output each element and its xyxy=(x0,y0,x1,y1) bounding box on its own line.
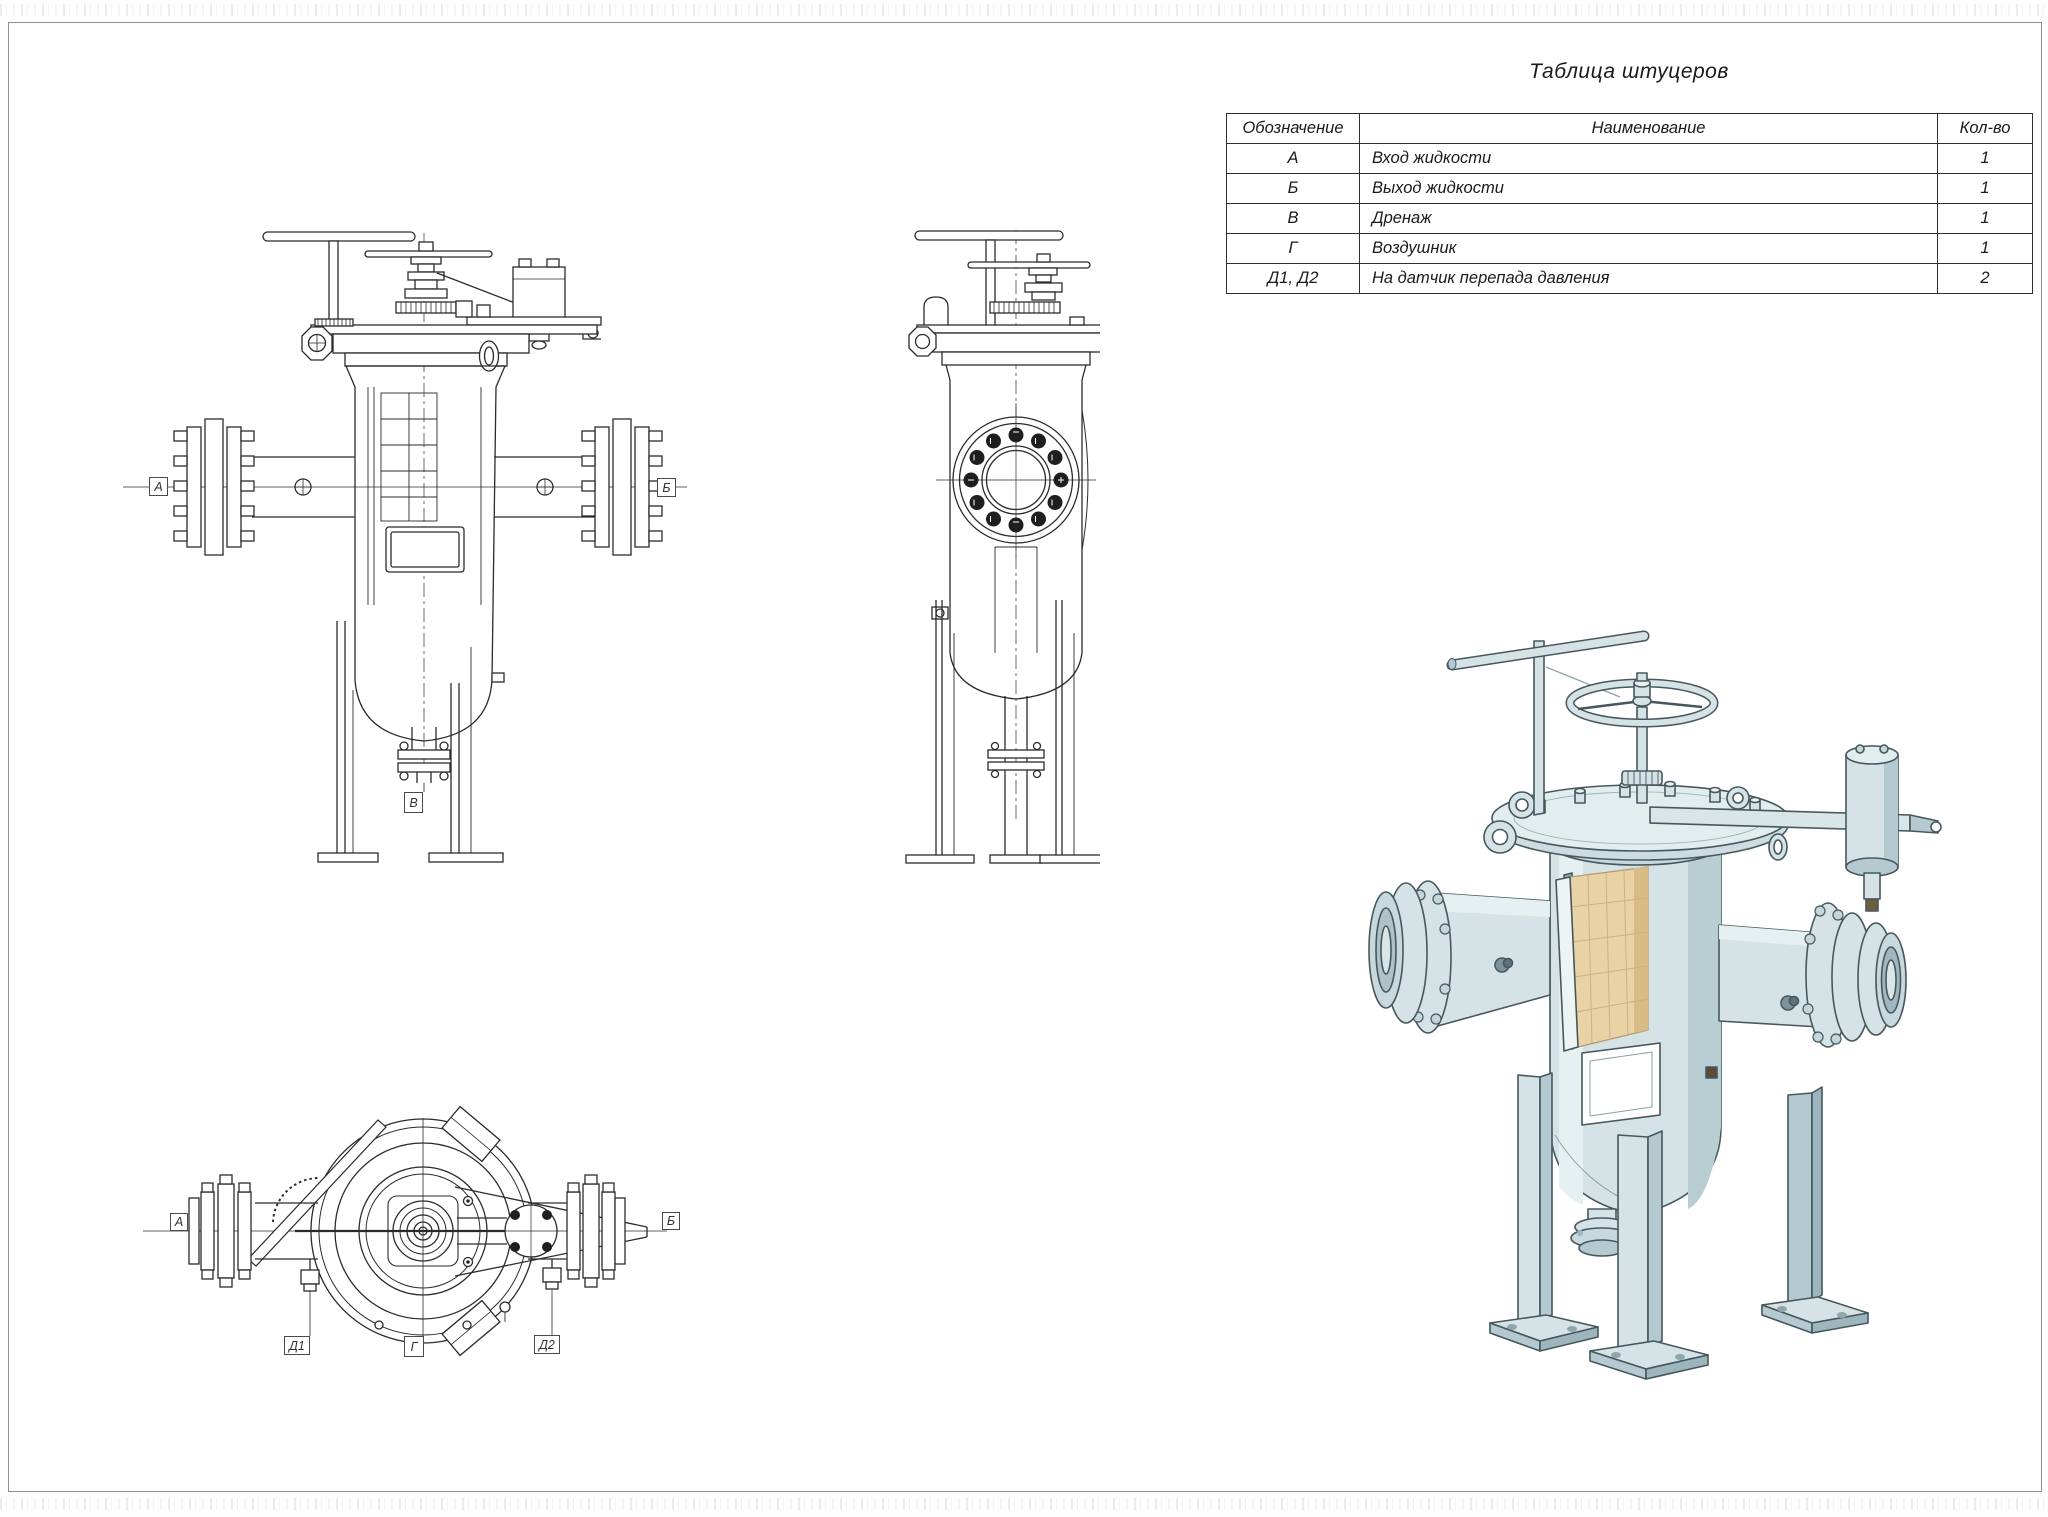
d2-stub xyxy=(543,1259,561,1335)
handwheel-3d xyxy=(1570,673,1714,803)
outlet-flange xyxy=(582,419,662,555)
cell-qty: 1 xyxy=(1938,144,2033,174)
cell-mark: Д1, Д2 xyxy=(1227,264,1360,294)
front-label-inlet: А xyxy=(149,477,168,496)
inlet-nozzle-3d xyxy=(1369,881,1550,1033)
side-view-drawing xyxy=(690,175,1100,885)
plug-fitting xyxy=(1706,1067,1717,1078)
cell-qty: 2 xyxy=(1938,264,2033,294)
cover-assembly xyxy=(909,317,1100,365)
support-legs xyxy=(906,600,1100,863)
manhole-flange xyxy=(936,403,1096,557)
col-header-name: Наименование xyxy=(1360,114,1938,144)
top-label-d1: Д1 xyxy=(284,1336,310,1355)
top-label-outlet: Б xyxy=(662,1212,680,1230)
cell-name: Воздушник xyxy=(1360,234,1938,264)
leg-back xyxy=(1762,1087,1868,1333)
support-legs xyxy=(318,621,503,862)
col-header-mark: Обозначение xyxy=(1227,114,1360,144)
cell-mark: Г xyxy=(1227,234,1360,264)
render-3d-view xyxy=(1350,575,1975,1475)
handle-bar xyxy=(248,1120,386,1266)
top-view-drawing xyxy=(115,1080,695,1420)
scan-noise-top xyxy=(0,4,2048,16)
table-header-row xyxy=(1227,114,2033,144)
table-row xyxy=(1227,204,2033,234)
top-label-d2: Д2 xyxy=(534,1335,560,1354)
vessel-body xyxy=(346,366,505,741)
front-label-drain: В xyxy=(404,792,423,813)
table-row xyxy=(1227,234,2033,264)
cell-qty: 1 xyxy=(1938,234,2033,264)
table-row xyxy=(1227,174,2033,204)
trunnion-block xyxy=(442,1107,500,1162)
cell-mark: Б xyxy=(1227,174,1360,204)
trunnion-block xyxy=(442,1301,500,1356)
scan-noise-bottom xyxy=(0,1498,2048,1510)
inlet-flange xyxy=(174,419,254,555)
cell-name: На датчик перепада давления xyxy=(1360,264,1938,294)
cover-assembly xyxy=(302,319,597,371)
cell-qty: 1 xyxy=(1938,204,2033,234)
top-label-vent: Г xyxy=(404,1336,424,1357)
front-view-drawing xyxy=(115,175,695,885)
outlet-nozzle-3d xyxy=(1719,903,1906,1047)
nozzle-table-title: Таблица штуцеров xyxy=(1529,60,1729,83)
cell-name: Дренаж xyxy=(1360,204,1938,234)
cell-mark: В xyxy=(1227,204,1360,234)
front-label-outlet: Б xyxy=(657,478,676,497)
cell-name: Вход жидкости xyxy=(1360,144,1938,174)
col-header-qty: Кол-во xyxy=(1938,114,2033,144)
d1-stub xyxy=(301,1259,319,1336)
nozzle-table xyxy=(1226,113,2033,294)
table-row xyxy=(1227,264,2033,294)
cell-qty: 1 xyxy=(1938,174,2033,204)
cell-mark: А xyxy=(1227,144,1360,174)
cell-name: Выход жидкости xyxy=(1360,174,1938,204)
t-handle-icon xyxy=(263,232,415,329)
top-label-inlet: А xyxy=(170,1213,188,1231)
table-row xyxy=(1227,144,2033,174)
handwheel-icon xyxy=(365,242,492,313)
